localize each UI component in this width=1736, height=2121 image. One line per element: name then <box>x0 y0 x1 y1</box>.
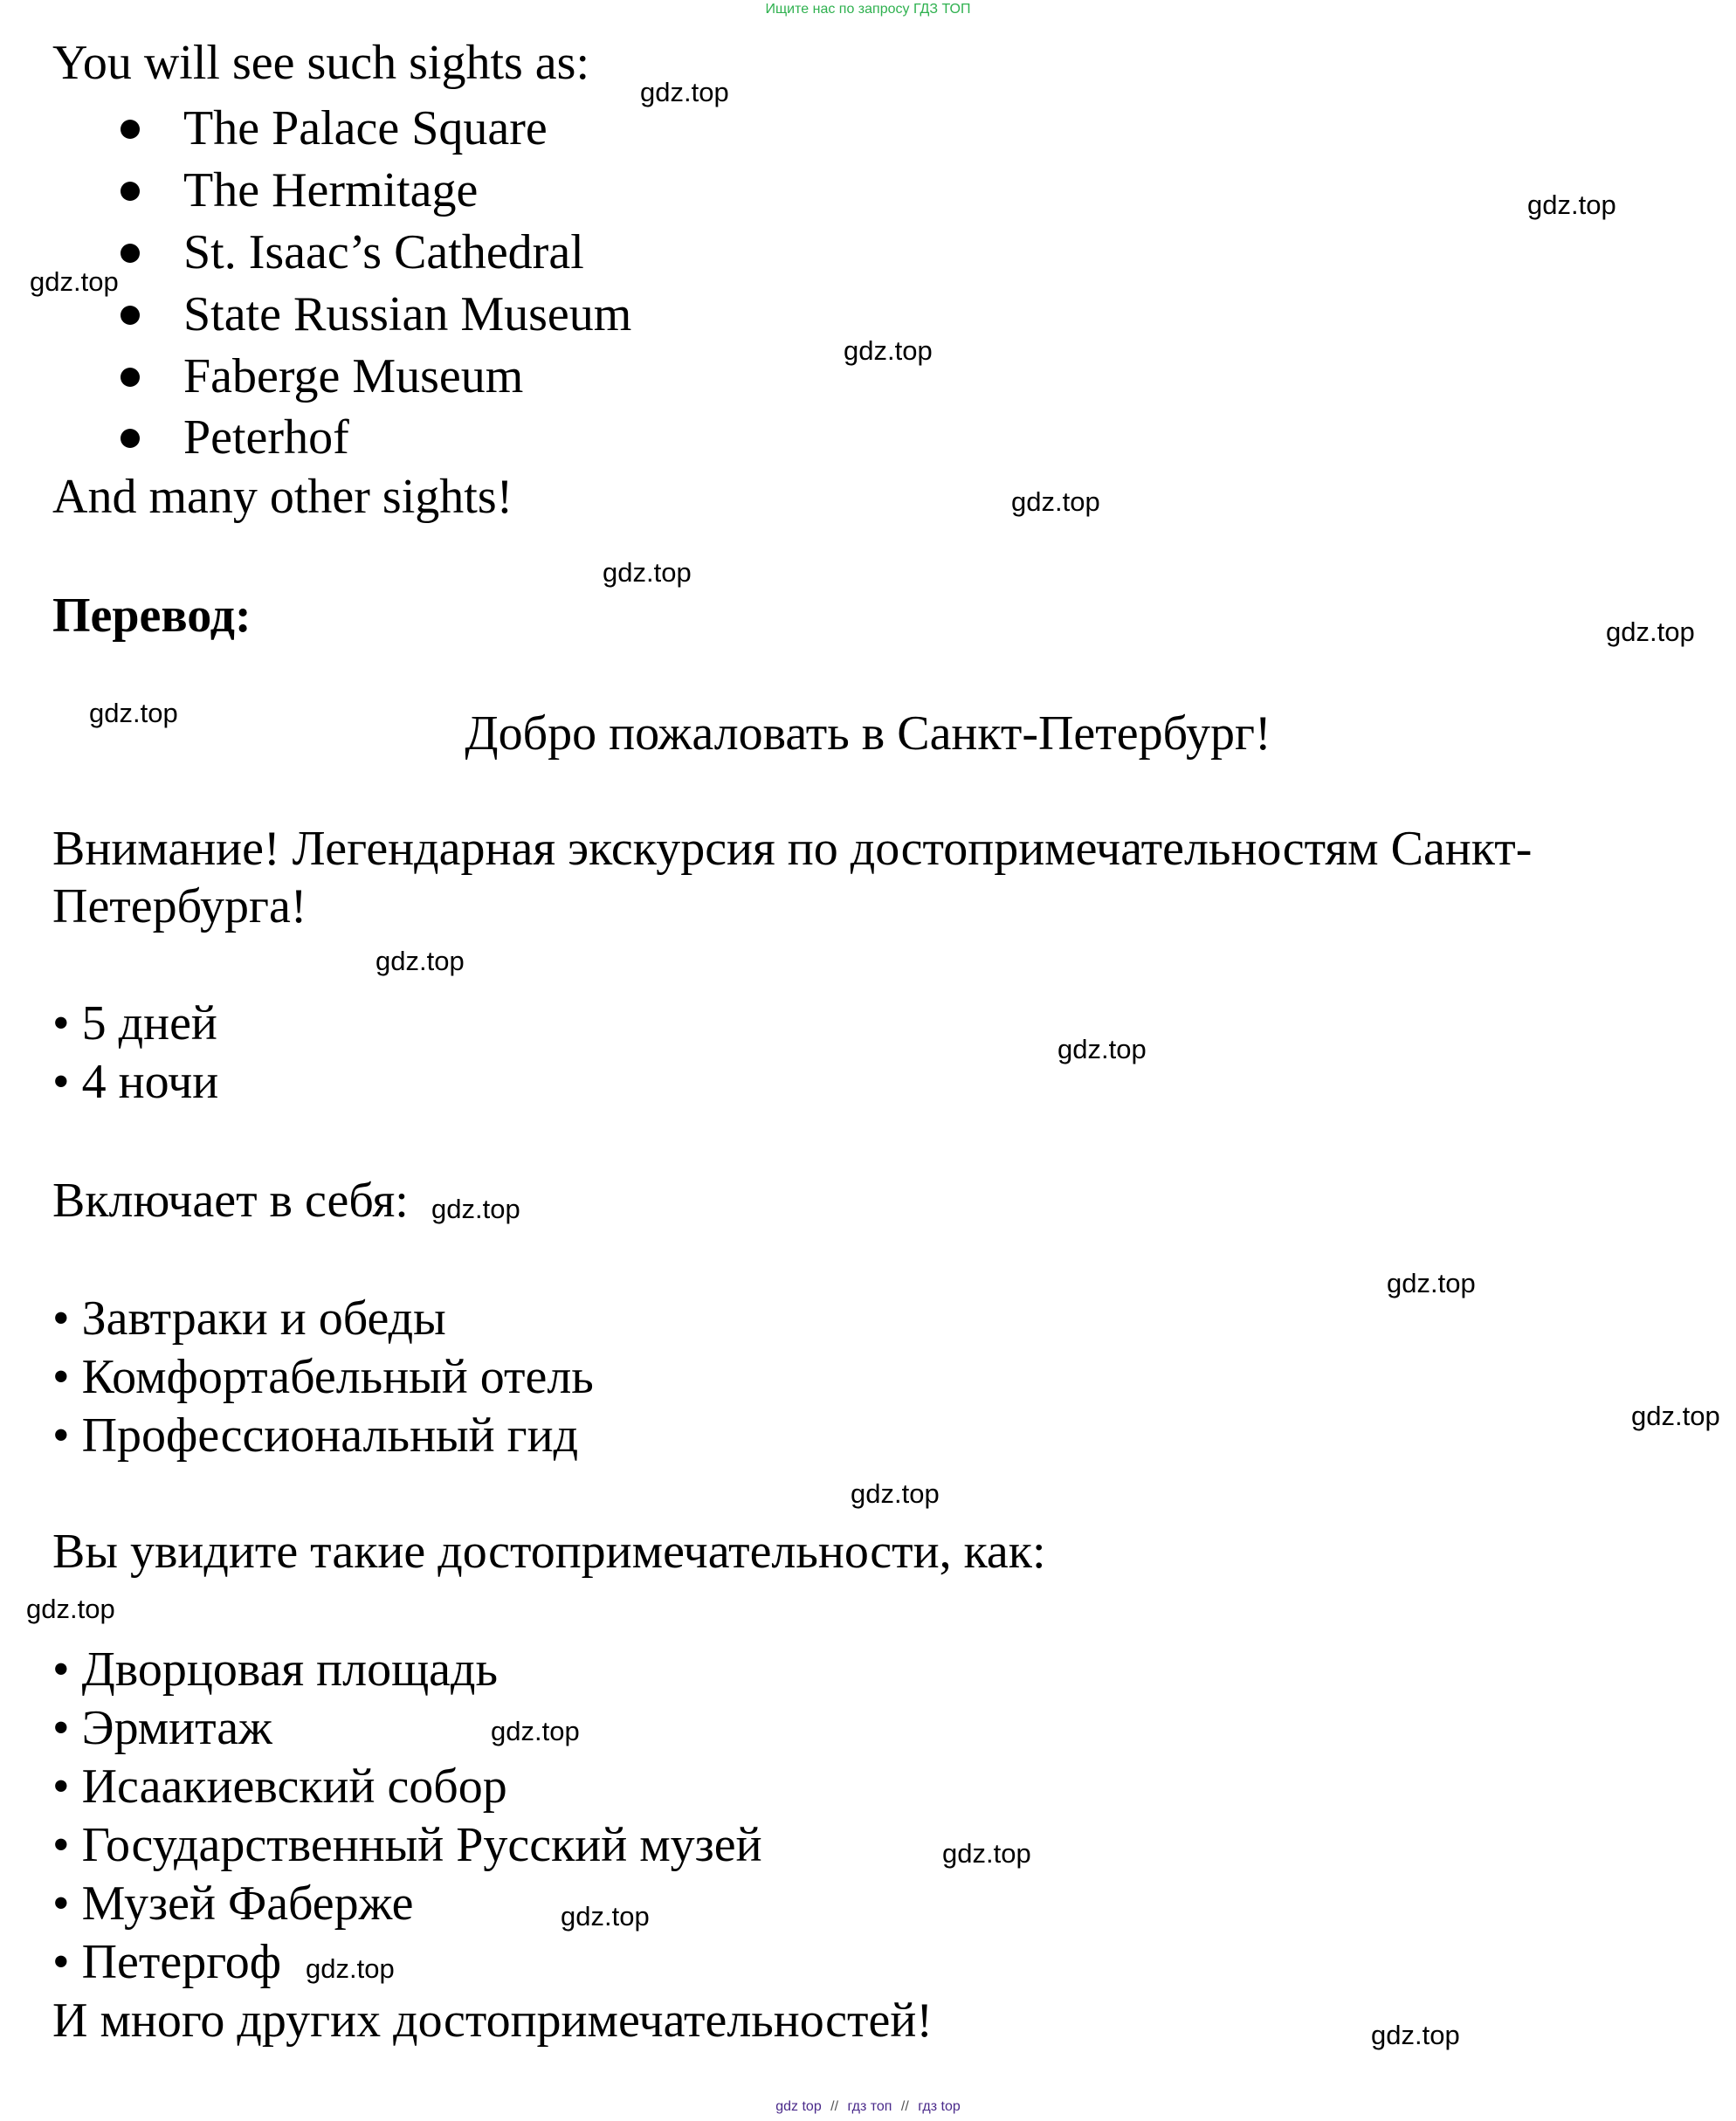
russian-sight-item: • Петергоф <box>52 1935 282 1989</box>
attention-line-1: Внимание! Легендарная экскурсия по достопримечательностям Санкт- <box>52 822 1533 876</box>
translation-outro: И много других достопримечательностей! <box>52 1994 933 2048</box>
watermark: gdz.top <box>1387 1268 1476 1298</box>
footer-link[interactable]: gdz top <box>775 2099 822 2114</box>
footer-separator: // <box>900 2099 909 2114</box>
translation-title: Добро пожаловать в Санкт-Петербург! <box>465 706 1271 761</box>
watermark: gdz.top <box>491 1716 580 1746</box>
watermark: gdz.top <box>640 77 729 107</box>
english-sight-item: Faberge Museum <box>183 349 524 403</box>
watermark: gdz.top <box>1631 1401 1720 1431</box>
english-sight-item: St. Isaac’s Cathedral <box>183 225 584 279</box>
english-sight-item: The Hermitage <box>183 163 479 217</box>
watermark: gdz.top <box>1527 189 1616 220</box>
includes-item: • Завтраки и обеды <box>52 1291 446 1346</box>
english-sight-item: Peterhof <box>183 410 349 465</box>
footer-link[interactable]: гдз top <box>918 2099 961 2114</box>
watermark: gdz.top <box>603 557 692 588</box>
watermark: gdz.top <box>26 1594 115 1624</box>
bullet-icon <box>121 306 140 325</box>
russian-sight-item: • Музей Фаберже <box>52 1877 414 1931</box>
watermark: gdz.top <box>561 1901 650 1932</box>
watermark: gdz.top <box>1057 1034 1147 1064</box>
watermark: gdz.top <box>851 1478 940 1509</box>
watermark: gdz.top <box>375 946 465 976</box>
russian-sight-item: • Эрмитаж <box>52 1701 272 1755</box>
footer <box>0 2097 1736 2117</box>
russian-sight-item: • Дворцовая площадь <box>52 1642 499 1697</box>
english-sight-item: State Russian Museum <box>183 287 632 341</box>
sights-intro: Вы увидите такие достопримечательности, как: <box>52 1525 1046 1579</box>
russian-sight-item: • Государственный Русский музей <box>52 1818 762 1872</box>
translation-heading: Перевод: <box>52 589 251 643</box>
footer-separator: // <box>830 2099 839 2114</box>
attention-line-2: Петербурга! <box>52 879 307 933</box>
watermark: gdz.top <box>431 1194 520 1224</box>
top-banner: Ищите нас по запросу ГДЗ ТОП <box>765 2 971 17</box>
bullet-icon <box>121 244 140 263</box>
watermark: gdz.top <box>306 1953 395 1984</box>
english-sight-item: The Palace Square <box>183 101 548 155</box>
includes-item: • Профессиональный гид <box>52 1408 579 1463</box>
watermark: gdz.top <box>1371 2020 1460 2050</box>
bullet-icon <box>121 429 140 448</box>
watermark: gdz.top <box>942 1838 1031 1869</box>
watermark: gdz.top <box>89 698 178 728</box>
english-outro: And many other sights! <box>52 470 513 524</box>
duration-item: • 4 ночи <box>52 1055 219 1109</box>
watermark: gdz.top <box>30 266 119 297</box>
watermark: gdz.top <box>1606 616 1695 647</box>
footer-link[interactable]: гдз топ <box>847 2099 892 2114</box>
russian-sight-item: • Исаакиевский собор <box>52 1759 507 1814</box>
bullet-icon <box>121 368 140 387</box>
duration-item: • 5 дней <box>52 996 217 1050</box>
bullet-icon <box>121 120 140 139</box>
english-intro: You will see such sights as: <box>52 36 590 90</box>
watermark: gdz.top <box>844 335 933 366</box>
watermark: gdz.top <box>1011 486 1100 517</box>
includes-item: • Комфортабельный отель <box>52 1350 594 1404</box>
includes-label: Включает в себя: <box>52 1174 409 1228</box>
bullet-icon <box>121 182 140 201</box>
